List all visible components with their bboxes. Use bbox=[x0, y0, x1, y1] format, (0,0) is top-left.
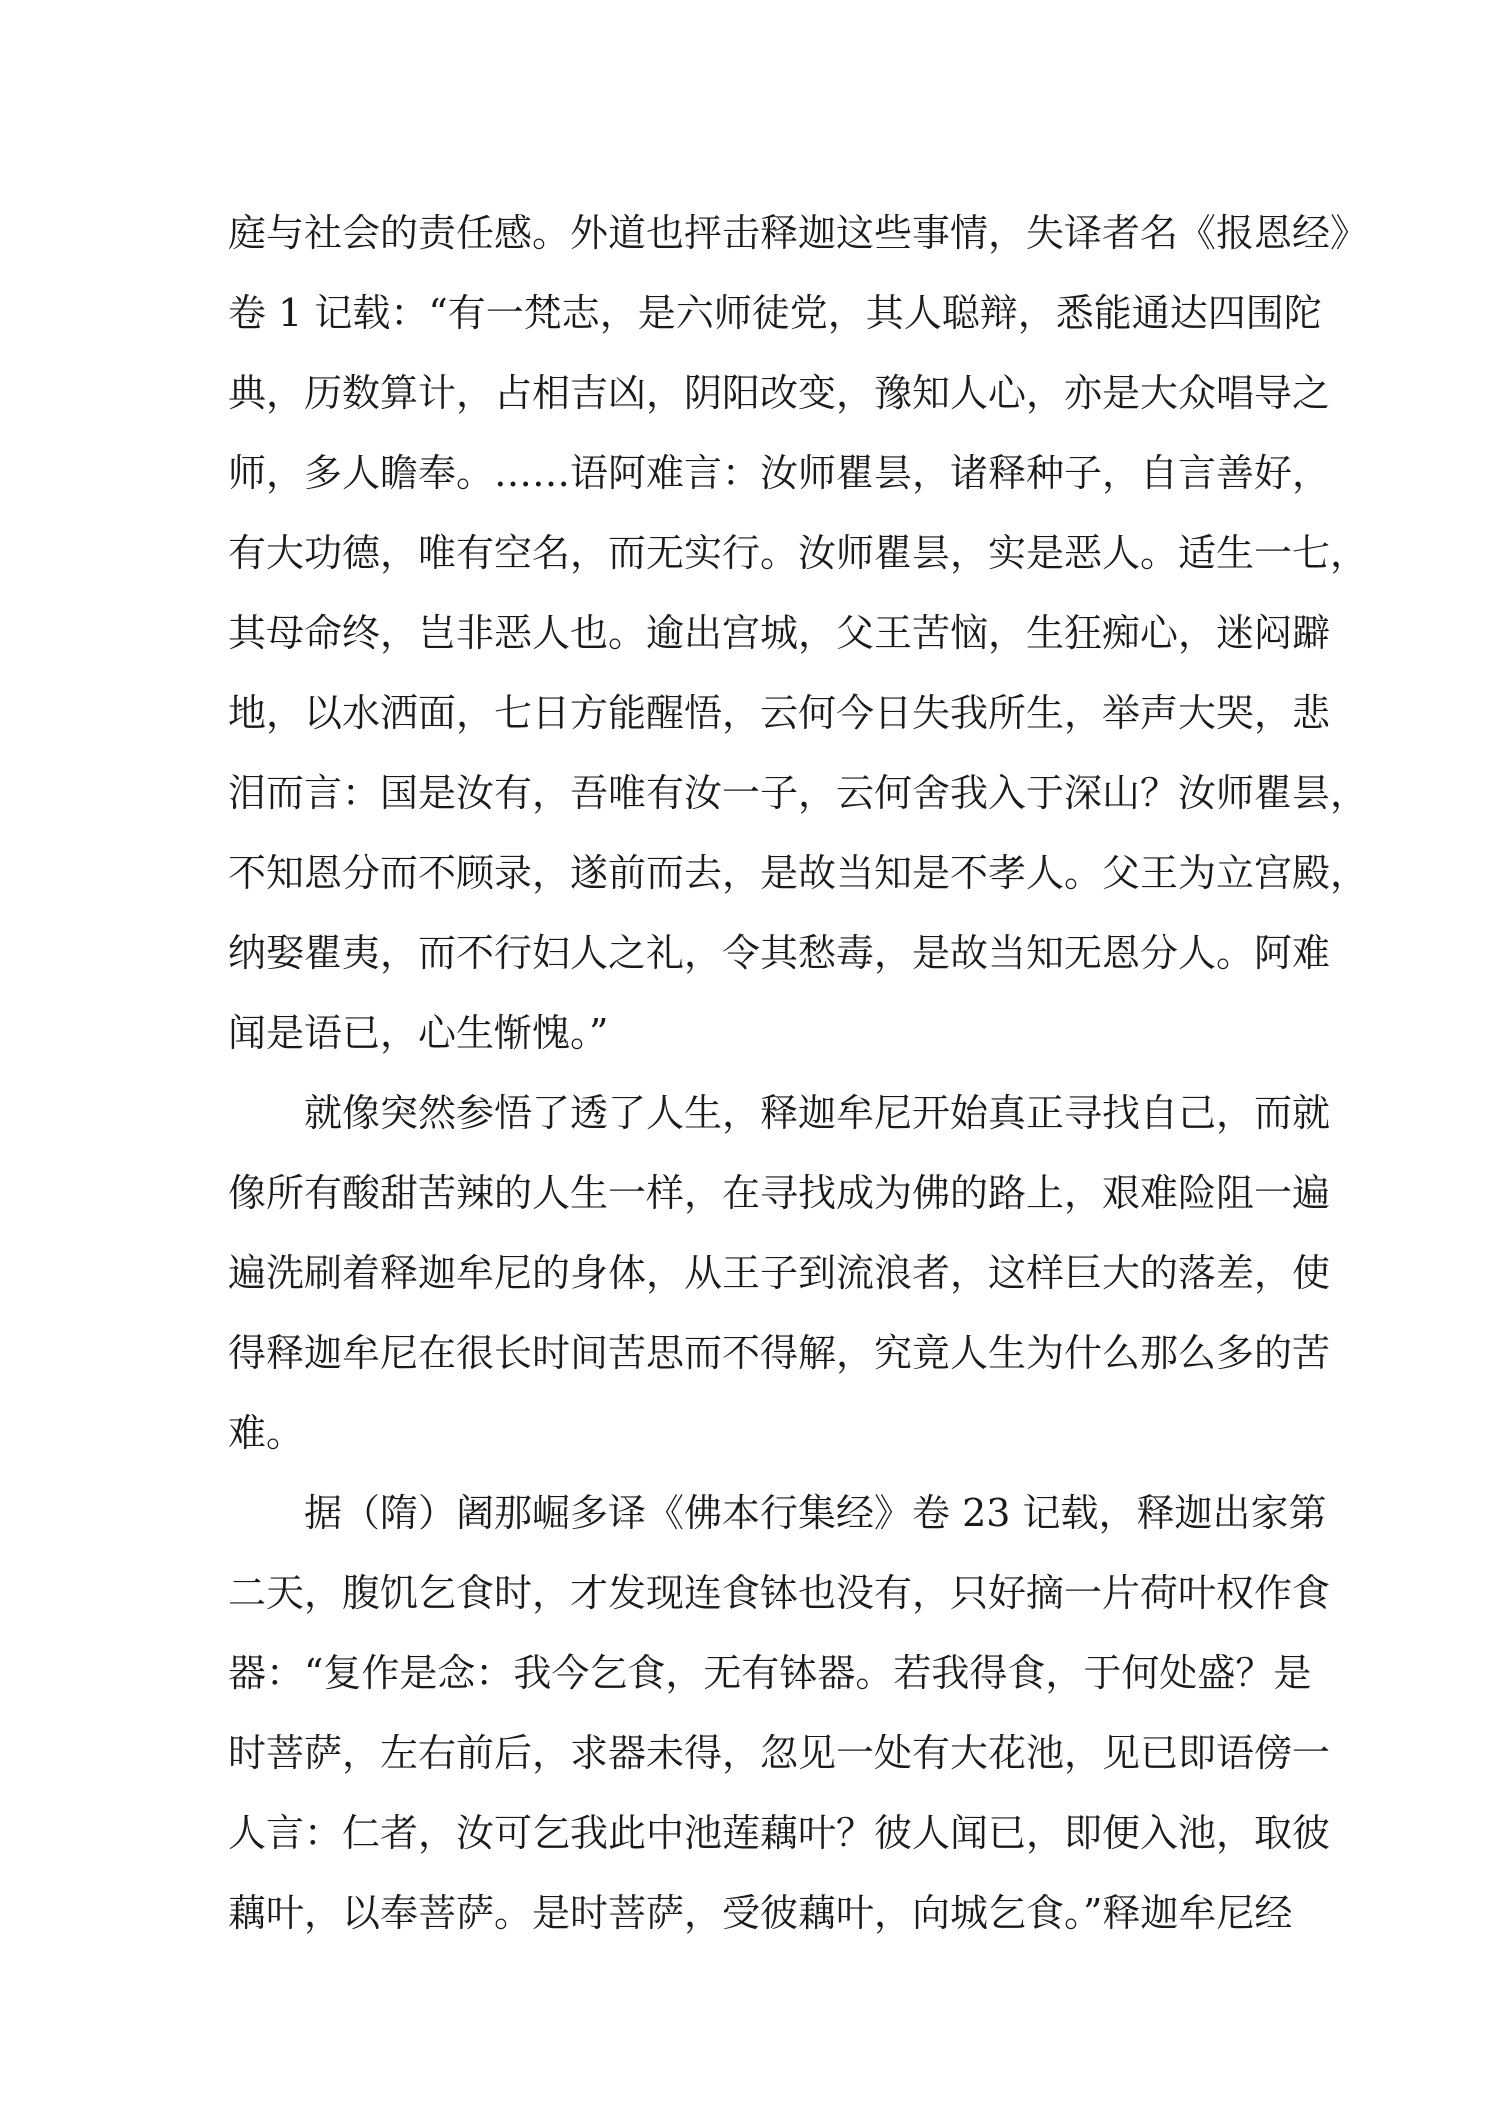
text-line: 其母命终，岂非恶人也。逾出宫城，父王苦恼，生狂痴心，迷闷躃 bbox=[228, 611, 1331, 655]
text-line: 藕叶，以奉菩萨。是时菩萨，受彼藕叶，向城乞食。”释迦牟尼经 bbox=[228, 1891, 1293, 1935]
text-line: 难。 bbox=[228, 1411, 305, 1455]
text-line: 纳娶瞿夷，而不行妇人之礼，令其愁毒，是故当知无恩分人。阿难 bbox=[228, 931, 1331, 975]
text-line: 师，多人瞻奉。……语阿难言：汝师瞿昙，诸释种子，自言善好， bbox=[228, 451, 1331, 495]
text-line: 庭与社会的责任感。外道也抨击释迦这些事情，失译者名《报恩经》 bbox=[228, 211, 1369, 255]
text-line: 不知恩分而不顾录，遂前而去，是故当知是不孝人。父王为立宫殿， bbox=[228, 851, 1369, 895]
text-line: 泪而言：国是汝有，吾唯有汝一子，云何舍我入于深山？汝师瞿昙， bbox=[228, 771, 1369, 815]
text-line: 据（隋）阇那崛多译《佛本行集经》卷 23 记载，释迦出家第 bbox=[304, 1491, 1327, 1535]
text-line: 像所有酸甜苦辣的人生一样，在寻找成为佛的路上，艰难险阻一遍 bbox=[228, 1171, 1331, 1215]
text-line: 二天，腹饥乞食时，才发现连食钵也没有，只好摘一片荷叶权作食 bbox=[228, 1571, 1331, 1615]
text-line: 时菩萨，左右前后，求器未得，忽见一处有大花池，见已即语傍一 bbox=[228, 1731, 1331, 1775]
text-line: 典，历数算计，占相吉凶，阴阳改变，豫知人心，亦是大众唱导之 bbox=[228, 371, 1331, 415]
body-text bbox=[228, 193, 1369, 1953]
paragraph-3 bbox=[228, 1473, 1331, 1953]
text-line: 闻是语已，心生惭愧。” bbox=[228, 1011, 609, 1055]
text-line: 地，以水洒面，七日方能醒悟，云何今日失我所生，举声大哭，悲 bbox=[228, 691, 1331, 735]
text-line: 就像突然参悟了透了人生，释迦牟尼开始真正寻找自己，而就 bbox=[304, 1091, 1331, 1135]
paragraph-2 bbox=[228, 1073, 1331, 1473]
paragraph-1 bbox=[228, 193, 1369, 1073]
text-line: 器：“复作是念：我今乞食，无有钵器。若我得食，于何处盛？是 bbox=[228, 1651, 1312, 1695]
text-line: 得释迦牟尼在很长时间苦思而不得解，究竟人生为什么那么多的苦 bbox=[228, 1331, 1331, 1375]
text-line: 有大功德，唯有空名，而无实行。汝师瞿昙，实是恶人。适生一七， bbox=[228, 531, 1369, 575]
text-line: 人言：仁者，汝可乞我此中池莲藕叶？彼人闻已，即便入池，取彼 bbox=[228, 1811, 1331, 1855]
text-line: 卷 1 记载：“有一梵志，是六师徒党，其人聪辩，悉能通达四围陀 bbox=[228, 291, 1322, 335]
text-line: 遍洗刷着释迦牟尼的身体，从王子到流浪者，这样巨大的落差，使 bbox=[228, 1251, 1331, 1295]
